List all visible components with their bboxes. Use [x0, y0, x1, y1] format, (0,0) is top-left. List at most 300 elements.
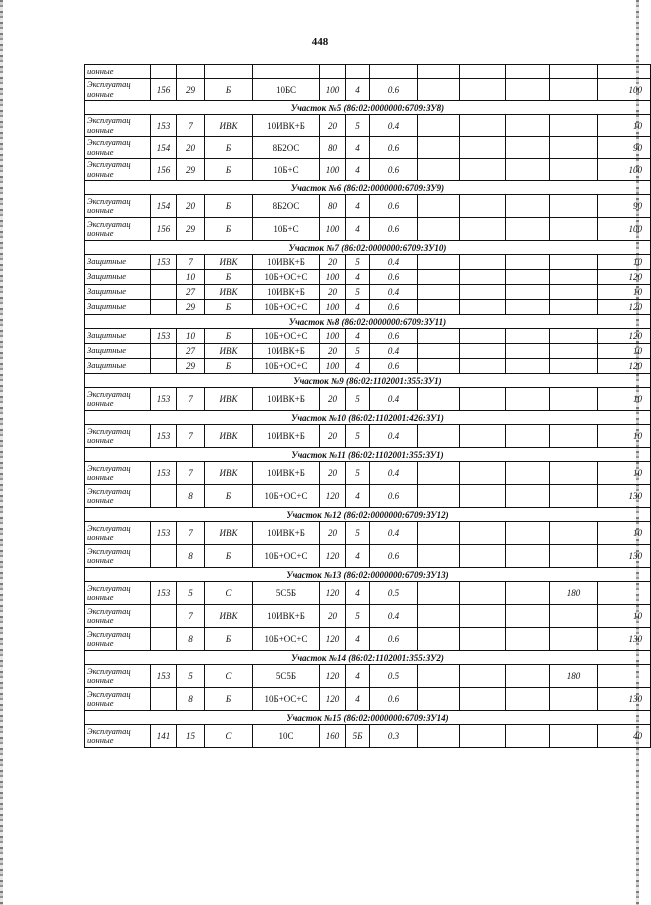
density-cell: 0.4	[370, 285, 418, 300]
group-cell: Б	[205, 79, 253, 101]
extra-cell-2	[460, 270, 506, 285]
density-cell: 0.4	[370, 344, 418, 359]
stock-cell: 120	[598, 359, 651, 374]
quarter-cell	[151, 359, 177, 374]
type-cell: Защитные	[85, 270, 151, 285]
extra-cell-3	[506, 65, 550, 79]
stock-cell: 10	[598, 255, 651, 270]
type-cell: Эксплуатац ионные	[85, 725, 151, 748]
quarter-cell: 153	[151, 329, 177, 344]
quarter-cell: 153	[151, 425, 177, 448]
extra-cell-4	[550, 725, 598, 748]
group-cell: ИВК	[205, 285, 253, 300]
composition-cell: 10Б+ОС+С	[253, 545, 320, 568]
extra-cell-3	[506, 115, 550, 137]
density-cell: 0.6	[370, 300, 418, 315]
section-title: Участок №13 (86:02:0000000:6709:ЗУ13)	[85, 568, 651, 582]
composition-cell: 10Б+ОС+С	[253, 329, 320, 344]
quarter-cell: 153	[151, 115, 177, 137]
composition-cell: 10Б+ОС+С	[253, 359, 320, 374]
density-cell: 0.4	[370, 425, 418, 448]
group-cell: Б	[205, 137, 253, 159]
quarter-cell: 154	[151, 195, 177, 218]
extra-cell-3	[506, 137, 550, 159]
quarter-cell: 153	[151, 522, 177, 545]
extra-cell-4	[550, 195, 598, 218]
extra-cell-3	[506, 522, 550, 545]
extra-cell-2	[460, 725, 506, 748]
section-header-row	[85, 315, 651, 329]
class-cell: 5	[346, 115, 370, 137]
composition-cell: 10ИВК+Б	[253, 344, 320, 359]
table-row	[85, 255, 651, 270]
age-cell: 120	[320, 628, 346, 651]
quarter-cell: 153	[151, 582, 177, 605]
extra-cell-1	[418, 218, 460, 241]
density-cell: 0.3	[370, 725, 418, 748]
type-cell: Защитные	[85, 329, 151, 344]
composition-cell: 5С5Б	[253, 582, 320, 605]
table-row	[85, 485, 651, 508]
section-header-row	[85, 448, 651, 462]
extra-cell-2	[460, 218, 506, 241]
extra-cell-4	[550, 329, 598, 344]
quarter-cell: 156	[151, 159, 177, 181]
extra-cell-1	[418, 255, 460, 270]
section-header-row	[85, 241, 651, 255]
extra-cell-4	[550, 344, 598, 359]
composition-cell: 10Б+ОС+С	[253, 485, 320, 508]
extra-cell-3	[506, 388, 550, 411]
extra-cell-3	[506, 665, 550, 688]
extra-cell-3	[506, 485, 550, 508]
type-cell: Эксплуатац ионные	[85, 79, 151, 101]
section-title: Участок №7 (86:02:0000000:6709:ЗУ10)	[85, 241, 651, 255]
group-cell: Б	[205, 195, 253, 218]
table-row	[85, 688, 651, 711]
table-row	[85, 388, 651, 411]
extra-cell-3	[506, 425, 550, 448]
stock-cell: 90	[598, 195, 651, 218]
age-cell: 20	[320, 605, 346, 628]
section-header-row	[85, 711, 651, 725]
type-cell: Эксплуатац ионные	[85, 485, 151, 508]
extra-cell-2	[460, 255, 506, 270]
table-row	[85, 65, 651, 79]
class-cell: 4	[346, 359, 370, 374]
quarter-cell	[151, 688, 177, 711]
group-cell: ИВК	[205, 462, 253, 485]
section-header-row	[85, 411, 651, 425]
extra-cell-4	[550, 359, 598, 374]
age-cell: 100	[320, 79, 346, 101]
extra-cell-4	[550, 605, 598, 628]
extra-cell-2	[460, 159, 506, 181]
forest-plot-table	[84, 64, 651, 748]
extra-cell-3	[506, 582, 550, 605]
age-cell: 80	[320, 195, 346, 218]
group-cell: ИВК	[205, 605, 253, 628]
age-cell: 100	[320, 300, 346, 315]
quarter-cell	[151, 628, 177, 651]
density-cell: 0.6	[370, 485, 418, 508]
extra-cell-2	[460, 359, 506, 374]
class-cell: 5	[346, 285, 370, 300]
composition-cell	[253, 65, 320, 79]
age-cell: 120	[320, 688, 346, 711]
class-cell: 5	[346, 344, 370, 359]
extra-cell-1	[418, 725, 460, 748]
section-cell: 8	[177, 628, 205, 651]
age-cell: 20	[320, 388, 346, 411]
age-cell: 120	[320, 485, 346, 508]
table-row	[85, 195, 651, 218]
table-row	[85, 359, 651, 374]
type-cell: Эксплуатац ионные	[85, 462, 151, 485]
group-cell: Б	[205, 628, 253, 651]
density-cell: 0.4	[370, 605, 418, 628]
section-title: Участок №8 (86:02:0000000:6709:ЗУ11)	[85, 315, 651, 329]
table-row	[85, 545, 651, 568]
density-cell: 0.4	[370, 255, 418, 270]
section-cell: 29	[177, 159, 205, 181]
density-cell: 0.5	[370, 582, 418, 605]
extra-cell-3	[506, 725, 550, 748]
group-cell: Б	[205, 300, 253, 315]
section-cell: 29	[177, 79, 205, 101]
group-cell: С	[205, 582, 253, 605]
extra-cell-4	[550, 115, 598, 137]
group-cell: Б	[205, 485, 253, 508]
class-cell: 5	[346, 462, 370, 485]
table-row	[85, 344, 651, 359]
type-cell: Эксплуатац ионные	[85, 218, 151, 241]
class-cell: 4	[346, 218, 370, 241]
composition-cell: 10ИВК+Б	[253, 462, 320, 485]
stock-cell: 10	[598, 605, 651, 628]
extra-cell-1	[418, 329, 460, 344]
extra-cell-1	[418, 285, 460, 300]
table-row	[85, 425, 651, 448]
age-cell: 20	[320, 255, 346, 270]
extra-cell-4	[550, 688, 598, 711]
extra-cell-2	[460, 582, 506, 605]
type-cell: Эксплуатац ионные	[85, 582, 151, 605]
section-cell: 5	[177, 665, 205, 688]
age-cell: 20	[320, 285, 346, 300]
quarter-cell: 153	[151, 665, 177, 688]
class-cell: 5	[346, 605, 370, 628]
composition-cell: 10ИВК+Б	[253, 255, 320, 270]
extra-cell-2	[460, 65, 506, 79]
group-cell: С	[205, 665, 253, 688]
type-cell: ионные	[85, 65, 151, 79]
extra-cell-4	[550, 485, 598, 508]
composition-cell: 10ИВК+Б	[253, 285, 320, 300]
stock-cell: 10	[598, 462, 651, 485]
composition-cell: 10ИВК+Б	[253, 425, 320, 448]
quarter-cell	[151, 344, 177, 359]
section-cell: 8	[177, 688, 205, 711]
section-title: Участок №11 (86:02:1102001:355:ЗУ1)	[85, 448, 651, 462]
density-cell: 0.6	[370, 218, 418, 241]
table-row	[85, 137, 651, 159]
group-cell: ИВК	[205, 388, 253, 411]
type-cell: Защитные	[85, 285, 151, 300]
class-cell: 4	[346, 159, 370, 181]
density-cell: 0.4	[370, 115, 418, 137]
extra-cell-4	[550, 462, 598, 485]
density-cell: 0.6	[370, 137, 418, 159]
class-cell: 5	[346, 522, 370, 545]
quarter-cell	[151, 545, 177, 568]
extra-cell-2	[460, 285, 506, 300]
extra-cell-4	[550, 300, 598, 315]
extra-cell-2	[460, 688, 506, 711]
density-cell: 0.6	[370, 329, 418, 344]
density-cell: 0.4	[370, 462, 418, 485]
extra-cell-2	[460, 388, 506, 411]
section-cell: 20	[177, 195, 205, 218]
density-cell: 0.4	[370, 388, 418, 411]
age-cell: 20	[320, 344, 346, 359]
group-cell: Б	[205, 270, 253, 285]
extra-cell-2	[460, 115, 506, 137]
extra-cell-4: 180	[550, 665, 598, 688]
section-cell: 8	[177, 485, 205, 508]
density-cell: 0.6	[370, 359, 418, 374]
extra-cell-4	[550, 159, 598, 181]
section-cell: 10	[177, 329, 205, 344]
group-cell: Б	[205, 545, 253, 568]
section-title: Участок №14 (86:02:1102001:355:ЗУ2)	[85, 651, 651, 665]
table-body	[85, 65, 651, 748]
class-cell: 5	[346, 255, 370, 270]
type-cell: Эксплуатац ионные	[85, 425, 151, 448]
table-row	[85, 665, 651, 688]
extra-cell-2	[460, 344, 506, 359]
group-cell: ИВК	[205, 115, 253, 137]
quarter-cell	[151, 285, 177, 300]
section-title: Участок №9 (86:02:1102001:355:ЗУ1)	[85, 374, 651, 388]
type-cell: Эксплуатац ионные	[85, 522, 151, 545]
table-row	[85, 329, 651, 344]
composition-cell: 10С	[253, 725, 320, 748]
section-header-row	[85, 374, 651, 388]
extra-cell-3	[506, 285, 550, 300]
extra-cell-2	[460, 628, 506, 651]
stock-cell	[598, 665, 651, 688]
extra-cell-1	[418, 300, 460, 315]
quarter-cell: 154	[151, 137, 177, 159]
stock-cell: 130	[598, 545, 651, 568]
section-cell: 8	[177, 545, 205, 568]
table-row	[85, 300, 651, 315]
class-cell: 4	[346, 300, 370, 315]
composition-cell: 10ИВК+Б	[253, 605, 320, 628]
table-row	[85, 522, 651, 545]
stock-cell: 10	[598, 522, 651, 545]
type-cell: Эксплуатац ионные	[85, 137, 151, 159]
section-cell: 7	[177, 115, 205, 137]
density-cell	[370, 65, 418, 79]
type-cell: Эксплуатац ионные	[85, 195, 151, 218]
density-cell: 0.6	[370, 270, 418, 285]
extra-cell-4	[550, 255, 598, 270]
extra-cell-2	[460, 605, 506, 628]
age-cell: 160	[320, 725, 346, 748]
quarter-cell	[151, 485, 177, 508]
group-cell	[205, 65, 253, 79]
extra-cell-4	[550, 388, 598, 411]
density-cell: 0.6	[370, 159, 418, 181]
composition-cell: 8Б2ОС	[253, 195, 320, 218]
stock-cell: 10	[598, 115, 651, 137]
age-cell: 120	[320, 545, 346, 568]
composition-cell: 10ИВК+Б	[253, 388, 320, 411]
class-cell: 4	[346, 665, 370, 688]
age-cell: 20	[320, 462, 346, 485]
table-row	[85, 725, 651, 748]
extra-cell-1	[418, 359, 460, 374]
composition-cell: 10Б+ОС+С	[253, 628, 320, 651]
extra-cell-2	[460, 425, 506, 448]
table-row	[85, 270, 651, 285]
density-cell: 0.6	[370, 195, 418, 218]
group-cell: Б	[205, 329, 253, 344]
extra-cell-2	[460, 195, 506, 218]
type-cell: Эксплуатац ионные	[85, 388, 151, 411]
composition-cell: 10Б+С	[253, 218, 320, 241]
group-cell: Б	[205, 218, 253, 241]
quarter-cell: 153	[151, 462, 177, 485]
stock-cell: 10	[598, 344, 651, 359]
type-cell: Эксплуатац ионные	[85, 688, 151, 711]
extra-cell-4	[550, 65, 598, 79]
extra-cell-3	[506, 270, 550, 285]
extra-cell-4: 180	[550, 582, 598, 605]
composition-cell: 10БС	[253, 79, 320, 101]
section-cell: 27	[177, 344, 205, 359]
extra-cell-1	[418, 462, 460, 485]
quarter-cell: 141	[151, 725, 177, 748]
class-cell: 4	[346, 137, 370, 159]
class-cell: 4	[346, 582, 370, 605]
class-cell: 5Б	[346, 725, 370, 748]
extra-cell-3	[506, 462, 550, 485]
section-header-row	[85, 101, 651, 115]
type-cell: Эксплуатац ионные	[85, 665, 151, 688]
extra-cell-1	[418, 270, 460, 285]
extra-cell-3	[506, 344, 550, 359]
extra-cell-4	[550, 218, 598, 241]
extra-cell-4	[550, 522, 598, 545]
stock-cell	[598, 65, 651, 79]
density-cell: 0.6	[370, 688, 418, 711]
age-cell: 120	[320, 665, 346, 688]
extra-cell-2	[460, 522, 506, 545]
type-cell: Эксплуатац ионные	[85, 628, 151, 651]
table-row	[85, 582, 651, 605]
extra-cell-2	[460, 485, 506, 508]
type-cell: Защитные	[85, 359, 151, 374]
composition-cell: 8Б2ОС	[253, 137, 320, 159]
type-cell: Защитные	[85, 344, 151, 359]
extra-cell-4	[550, 425, 598, 448]
section-header-row	[85, 568, 651, 582]
page-number: 448	[311, 36, 329, 48]
extra-cell-3	[506, 79, 550, 101]
class-cell: 4	[346, 688, 370, 711]
extra-cell-1	[418, 137, 460, 159]
age-cell: 100	[320, 359, 346, 374]
age-cell: 120	[320, 582, 346, 605]
stock-cell: 10	[598, 285, 651, 300]
stock-cell: 90	[598, 137, 651, 159]
stock-cell: 130	[598, 485, 651, 508]
table-row	[85, 218, 651, 241]
section-header-row	[85, 651, 651, 665]
section-cell: 29	[177, 359, 205, 374]
section-cell: 29	[177, 218, 205, 241]
section-cell: 7	[177, 255, 205, 270]
extra-cell-2	[460, 545, 506, 568]
section-cell: 7	[177, 522, 205, 545]
density-cell: 0.6	[370, 628, 418, 651]
extra-cell-3	[506, 218, 550, 241]
composition-cell: 10ИВК+Б	[253, 115, 320, 137]
extra-cell-1	[418, 545, 460, 568]
section-cell: 20	[177, 137, 205, 159]
stock-cell: 120	[598, 300, 651, 315]
type-cell: Эксплуатац ионные	[85, 159, 151, 181]
density-cell: 0.6	[370, 545, 418, 568]
group-cell: Б	[205, 359, 253, 374]
group-cell: ИВК	[205, 344, 253, 359]
table-row	[85, 115, 651, 137]
section-cell: 15	[177, 725, 205, 748]
extra-cell-3	[506, 359, 550, 374]
section-title: Участок №15 (86:02:0000000:6709:ЗУ14)	[85, 711, 651, 725]
stock-cell: 120	[598, 270, 651, 285]
section-cell: 29	[177, 300, 205, 315]
extra-cell-1	[418, 388, 460, 411]
age-cell: 80	[320, 137, 346, 159]
group-cell: ИВК	[205, 255, 253, 270]
composition-cell: 10ИВК+Б	[253, 522, 320, 545]
extra-cell-4	[550, 628, 598, 651]
age-cell: 100	[320, 159, 346, 181]
extra-cell-1	[418, 115, 460, 137]
table-row	[85, 285, 651, 300]
extra-cell-1	[418, 195, 460, 218]
extra-cell-2	[460, 300, 506, 315]
extra-cell-3	[506, 545, 550, 568]
extra-cell-2	[460, 137, 506, 159]
quarter-cell	[151, 605, 177, 628]
extra-cell-2	[460, 665, 506, 688]
quarter-cell	[151, 300, 177, 315]
type-cell: Эксплуатац ионные	[85, 545, 151, 568]
section-cell: 7	[177, 388, 205, 411]
extra-cell-1	[418, 628, 460, 651]
stock-cell: 120	[598, 329, 651, 344]
extra-cell-4	[550, 137, 598, 159]
group-cell: Б	[205, 159, 253, 181]
quarter-cell: 156	[151, 218, 177, 241]
age-cell	[320, 65, 346, 79]
table-row	[85, 628, 651, 651]
